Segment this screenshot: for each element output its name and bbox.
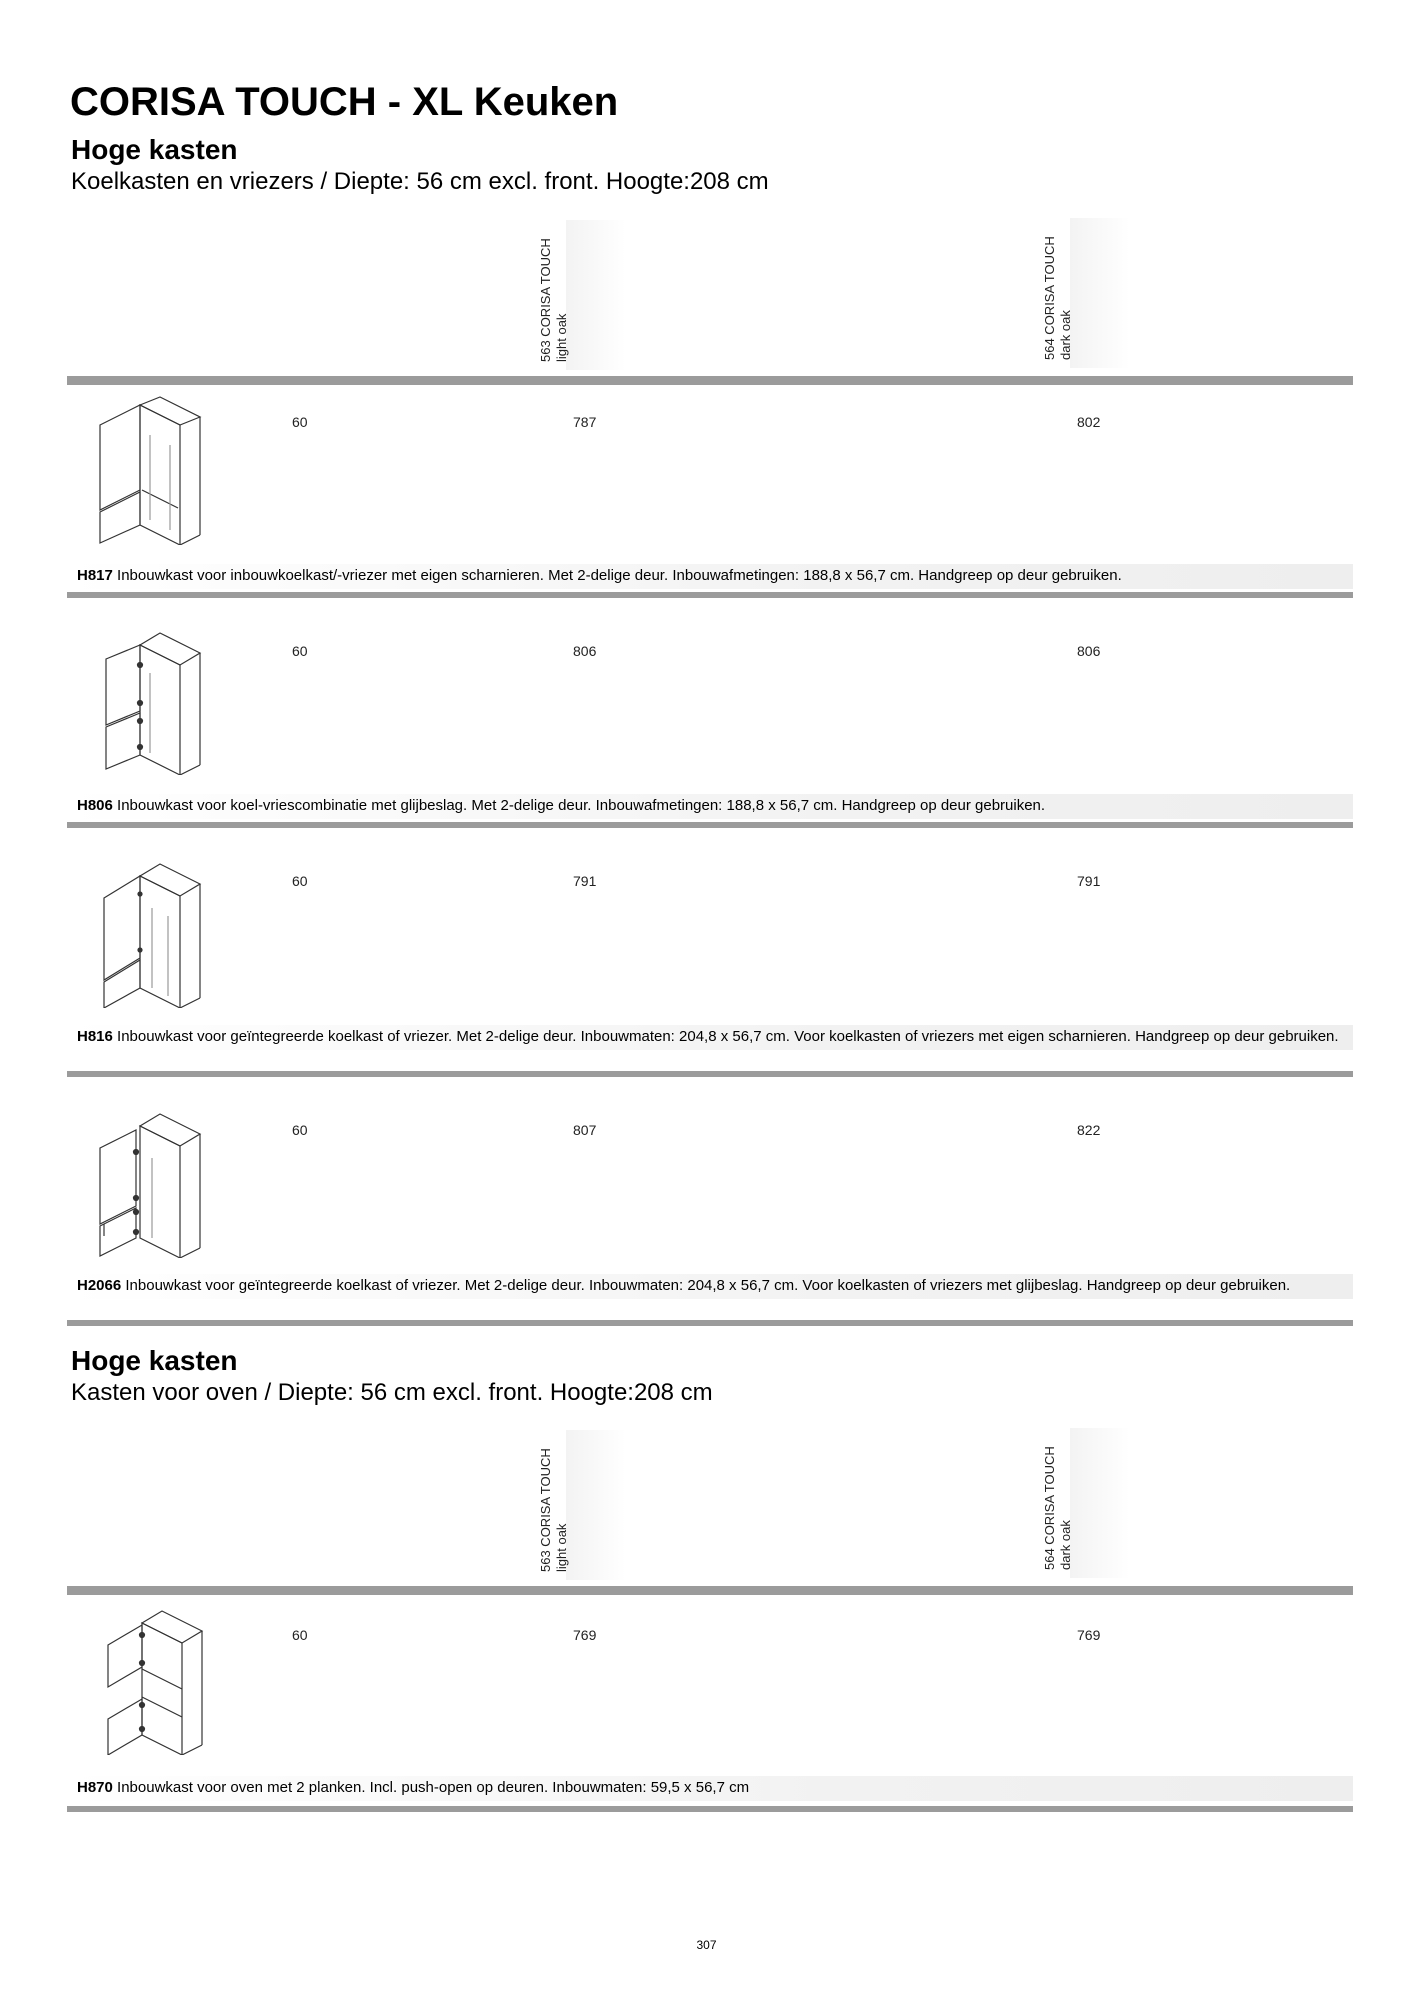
column-header-line1: 564 CORISA TOUCH (1042, 236, 1057, 360)
page-number: 307 (696, 1938, 717, 1952)
row-rule (67, 1320, 1353, 1326)
cabinet-drawing-h816 (90, 858, 220, 1008)
column-header-line1: 564 CORISA TOUCH (1042, 1446, 1057, 1570)
section-heading: Hoge kasten (71, 134, 238, 165)
row-description (67, 1025, 1353, 1050)
column-header-564 (1042, 1428, 1130, 1578)
section-subheading: Koelkasten en vriezers / Diepte: 56 cm excl. front. Hoogte:208 cm (71, 168, 769, 195)
article-code: H817 (77, 567, 113, 584)
width-value: 60 (292, 643, 308, 659)
page-title: CORISA TOUCH - XL Keuken (70, 80, 619, 124)
column-header-564 (1042, 218, 1130, 368)
article-code: H2066 (77, 1277, 122, 1294)
price-563: 791 (573, 873, 597, 889)
row-description (67, 564, 1353, 589)
description-text: Inbouwkast voor geïntegreerde koelkast of vriezer. Met 2-delige deur. Inbouwmaten: 204,8 x 56,7 cm. Voor koelkasten of vriezers met eigen scharnieren. Handgreep op deur gebruiken. (112, 1028, 1339, 1045)
table-header-rule (67, 376, 1353, 385)
column-header-563 (538, 1430, 626, 1580)
table-header-rule (67, 1586, 1353, 1595)
column-header-line2: dark oak (1058, 1520, 1073, 1570)
row-description (67, 1776, 1353, 1801)
section-heading: Hoge kasten (71, 1345, 238, 1376)
row-rule (67, 592, 1353, 598)
price-563: 787 (573, 414, 597, 430)
column-header-563 (538, 220, 626, 370)
width-value: 60 (292, 414, 308, 430)
description-text: Inbouwkast voor koel-vriescombinatie met glijbeslag. Met 2-delige deur. Inbouwafmetingen: 188,8 x 56,7 cm. Handgreep op deur gebruiken. (112, 797, 1046, 814)
cabinet-drawing-h870 (90, 1605, 220, 1755)
description-text: Inbouwkast voor oven met 2 planken. Incl. push-open op deuren. Inbouwmaten: 59,5 x 56,7 cm (112, 1779, 750, 1796)
description-text: Inbouwkast voor inbouwkoelkast/-vriezer met eigen scharnieren. Met 2-delige deur. Inbouwafmetingen: 188,8 x 56,7 cm. Handgreep op deur gebruiken. (112, 567, 1122, 584)
column-header-line1: 563 CORISA TOUCH (538, 1448, 553, 1572)
row-rule (67, 822, 1353, 828)
width-value: 60 (292, 873, 308, 889)
description-text: Inbouwkast voor geïntegreerde koelkast of vriezer. Met 2-delige deur. Inbouwmaten: 204,8 x 56,7 cm. Voor koelkasten of vriezers met glijbeslag. Handgreep op deur gebruiken. (121, 1277, 1291, 1294)
price-564: 806 (1077, 643, 1101, 659)
article-code: H806 (77, 797, 113, 814)
width-value: 60 (292, 1122, 308, 1138)
article-code: H870 (77, 1779, 113, 1796)
price-563: 806 (573, 643, 597, 659)
width-value: 60 (292, 1627, 308, 1643)
price-564: 769 (1077, 1627, 1101, 1643)
price-563: 807 (573, 1122, 597, 1138)
cabinet-drawing-h806 (90, 625, 220, 775)
row-rule (67, 1071, 1353, 1077)
column-header-line1: 563 CORISA TOUCH (538, 238, 553, 362)
price-564: 791 (1077, 873, 1101, 889)
column-header-line2: light oak (554, 313, 569, 362)
row-description (67, 794, 1353, 819)
article-code: H816 (77, 1028, 113, 1045)
cabinet-drawing-h2066 (90, 1108, 220, 1258)
row-description (67, 1274, 1353, 1299)
price-564: 822 (1077, 1122, 1101, 1138)
price-563: 769 (573, 1627, 597, 1643)
cabinet-drawing-h817 (90, 395, 220, 545)
price-564: 802 (1077, 414, 1101, 430)
column-header-line2: dark oak (1058, 310, 1073, 360)
section-subheading: Kasten voor oven / Diepte: 56 cm excl. front. Hoogte:208 cm (71, 1379, 713, 1406)
column-header-line2: light oak (554, 1523, 569, 1572)
row-rule (67, 1806, 1353, 1812)
